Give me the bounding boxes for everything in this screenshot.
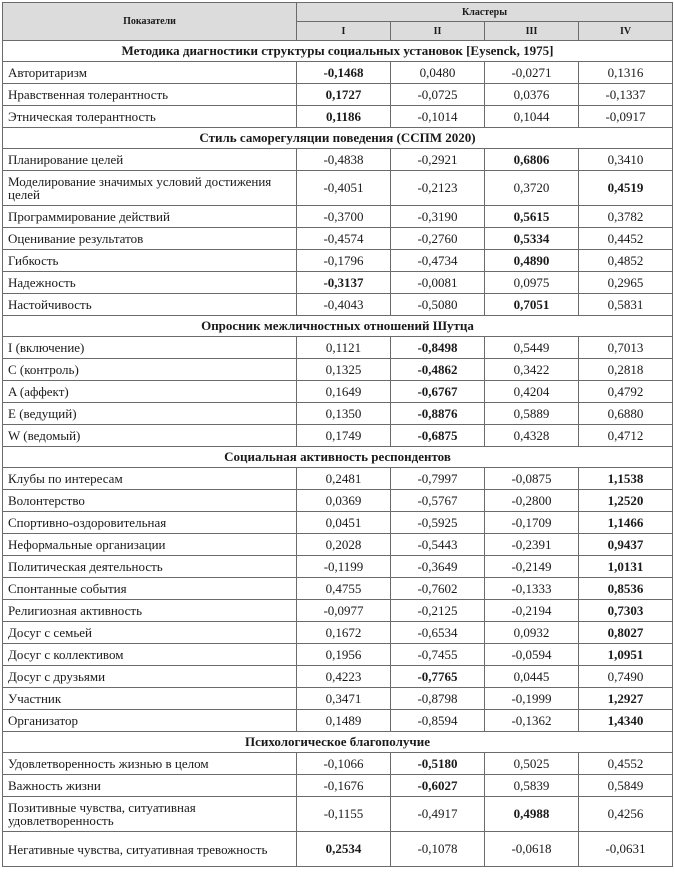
cluster-2-value: -0,4862 (391, 359, 485, 381)
cluster-2-value: -0,7602 (391, 578, 485, 600)
cluster-4-value: 0,8536 (579, 578, 673, 600)
cluster-3-value: -0,0271 (485, 62, 579, 84)
indicators-header: Показатели (3, 3, 297, 41)
cluster-3-value: 0,7051 (485, 294, 579, 316)
cluster-1-value: -0,3137 (297, 272, 391, 294)
table-body (3, 41, 673, 867)
page (2, 0, 672, 867)
indicator-name: Позитивные чувства, ситуативная удовлетворенность (3, 797, 297, 832)
table-row (3, 206, 673, 228)
cluster-1-value: 0,0369 (297, 490, 391, 512)
cluster-4-value: 0,7303 (579, 600, 673, 622)
table-row (3, 425, 673, 447)
indicator-name: Негативные чувства, ситуативная тревожность (3, 832, 297, 867)
table-row (3, 403, 673, 425)
cluster-2-value: -0,1014 (391, 106, 485, 128)
cluster-1-value: 0,1121 (297, 337, 391, 359)
cluster-4-value: 0,2818 (579, 359, 673, 381)
cluster-2-value: -0,2123 (391, 171, 485, 206)
cluster-4-value: 0,1316 (579, 62, 673, 84)
cluster-2-value: -0,8498 (391, 337, 485, 359)
cluster-2-value: -0,6767 (391, 381, 485, 403)
table-row (3, 468, 673, 490)
cluster-3-value: 0,5889 (485, 403, 579, 425)
cluster-1-value: 0,4223 (297, 666, 391, 688)
table-row (3, 644, 673, 666)
cluster-4-value: 0,6880 (579, 403, 673, 425)
section-title: Методика диагностики структуры социальных установок [Eysenck, 1975] (3, 41, 673, 62)
cluster-3-value: -0,1999 (485, 688, 579, 710)
cluster-4-value: 1,2927 (579, 688, 673, 710)
table-row (3, 512, 673, 534)
cluster-2-value: -0,5080 (391, 294, 485, 316)
cluster-2-value: -0,3190 (391, 206, 485, 228)
cluster-2-value: -0,5180 (391, 753, 485, 775)
section-header-row (3, 447, 673, 468)
table-row (3, 775, 673, 797)
cluster-1-value: -0,4838 (297, 149, 391, 171)
cluster-2-value: -0,8798 (391, 688, 485, 710)
section-title: Психологическое благополучие (3, 732, 673, 753)
indicator-name: Этническая толерантность (3, 106, 297, 128)
table-row (3, 666, 673, 688)
table-row (3, 149, 673, 171)
cluster-3-value: 0,0932 (485, 622, 579, 644)
cluster-4-value: 0,3410 (579, 149, 673, 171)
cluster-4-value: 0,9437 (579, 534, 673, 556)
cluster-2-value: -0,5767 (391, 490, 485, 512)
cluster-2-value: -0,4734 (391, 250, 485, 272)
cluster-3-value: -0,1709 (485, 512, 579, 534)
cluster-2-value: -0,7997 (391, 468, 485, 490)
section-header-row (3, 732, 673, 753)
table-row (3, 688, 673, 710)
cluster-4-value: 1,0131 (579, 556, 673, 578)
cluster-3-value: -0,0875 (485, 468, 579, 490)
cluster-header-3: III (485, 22, 579, 41)
table-row (3, 62, 673, 84)
cluster-3-value: 0,0975 (485, 272, 579, 294)
cluster-2-value: -0,4917 (391, 797, 485, 832)
cluster-4-value: 0,7490 (579, 666, 673, 688)
cluster-3-value: 0,4890 (485, 250, 579, 272)
indicator-name: Спонтанные события (3, 578, 297, 600)
cluster-2-value: -0,7765 (391, 666, 485, 688)
cluster-3-value: 0,0376 (485, 84, 579, 106)
indicator-name: W (ведомый) (3, 425, 297, 447)
indicator-name: Участник (3, 688, 297, 710)
cluster-4-value: 0,7013 (579, 337, 673, 359)
indicator-name: Авторитаризм (3, 62, 297, 84)
cluster-2-value: -0,2760 (391, 228, 485, 250)
table-row (3, 753, 673, 775)
cluster-4-value: 0,4712 (579, 425, 673, 447)
cluster-3-value: 0,5449 (485, 337, 579, 359)
cluster-4-value: 1,1538 (579, 468, 673, 490)
cluster-1-value: 0,0451 (297, 512, 391, 534)
cluster-4-value: -0,1337 (579, 84, 673, 106)
cluster-4-value: 0,5849 (579, 775, 673, 797)
cluster-3-value: 0,0445 (485, 666, 579, 688)
cluster-3-value: -0,2194 (485, 600, 579, 622)
cluster-2-value: -0,2921 (391, 149, 485, 171)
indicator-name: Организатор (3, 710, 297, 732)
cluster-1-value: -0,4051 (297, 171, 391, 206)
cluster-1-value: 0,4755 (297, 578, 391, 600)
cluster-3-value: 0,5025 (485, 753, 579, 775)
table-row (3, 490, 673, 512)
table-row (3, 171, 673, 206)
table-row (3, 622, 673, 644)
cluster-1-value: -0,4043 (297, 294, 391, 316)
cluster-3-value: -0,2800 (485, 490, 579, 512)
cluster-4-value: 1,4340 (579, 710, 673, 732)
cluster-1-value: -0,3700 (297, 206, 391, 228)
cluster-3-value: -0,1333 (485, 578, 579, 600)
cluster-3-value: 0,5839 (485, 775, 579, 797)
table-row (3, 359, 673, 381)
indicator-name: Религиозная активность (3, 600, 297, 622)
cluster-1-value: 0,2481 (297, 468, 391, 490)
cluster-2-value: -0,5925 (391, 512, 485, 534)
cluster-4-value: 1,0951 (579, 644, 673, 666)
cluster-header-2: II (391, 22, 485, 41)
cluster-1-value: 0,1325 (297, 359, 391, 381)
cluster-2-value: -0,8876 (391, 403, 485, 425)
cluster-4-value: 0,2965 (579, 272, 673, 294)
table-row (3, 600, 673, 622)
cluster-header-1: I (297, 22, 391, 41)
cluster-1-value: -0,0977 (297, 600, 391, 622)
cluster-3-value: 0,3720 (485, 171, 579, 206)
indicator-name: Программирование действий (3, 206, 297, 228)
table-header (3, 3, 673, 41)
cluster-1-value: 0,1649 (297, 381, 391, 403)
cluster-3-value: -0,0594 (485, 644, 579, 666)
cluster-2-value: -0,0725 (391, 84, 485, 106)
cluster-2-value: -0,7455 (391, 644, 485, 666)
cluster-3-value: -0,2149 (485, 556, 579, 578)
cluster-3-value: 0,4204 (485, 381, 579, 403)
cluster-4-value: 0,4452 (579, 228, 673, 250)
cluster-2-value: -0,1078 (391, 832, 485, 867)
table-row (3, 294, 673, 316)
cluster-1-value: -0,1676 (297, 775, 391, 797)
section-header-row (3, 41, 673, 62)
indicator-name: E (ведущий) (3, 403, 297, 425)
cluster-1-value: 0,3471 (297, 688, 391, 710)
cluster-table (2, 2, 673, 867)
cluster-1-value: 0,2534 (297, 832, 391, 867)
section-title: Социальная активность респондентов (3, 447, 673, 468)
indicator-name: Клубы по интересам (3, 468, 297, 490)
cluster-1-value: -0,1796 (297, 250, 391, 272)
cluster-1-value: 0,1672 (297, 622, 391, 644)
cluster-3-value: 0,5615 (485, 206, 579, 228)
indicator-name: Моделирование значимых условий достижения целей (3, 171, 297, 206)
cluster-2-value: -0,6027 (391, 775, 485, 797)
section-title: Опросник межличностных отношений Шутца (3, 316, 673, 337)
cluster-2-value: -0,0081 (391, 272, 485, 294)
cluster-1-value: 0,1489 (297, 710, 391, 732)
cluster-4-value: -0,0631 (579, 832, 673, 867)
indicator-name: Гибкость (3, 250, 297, 272)
indicator-name: C (контроль) (3, 359, 297, 381)
cluster-1-value: -0,1199 (297, 556, 391, 578)
cluster-3-value: -0,0618 (485, 832, 579, 867)
indicator-name: Досуг с коллективом (3, 644, 297, 666)
cluster-2-value: -0,6534 (391, 622, 485, 644)
cluster-2-value: -0,5443 (391, 534, 485, 556)
cluster-3-value: -0,2391 (485, 534, 579, 556)
table-row (3, 797, 673, 832)
cluster-3-value: 0,4988 (485, 797, 579, 832)
cluster-4-value: 0,4552 (579, 753, 673, 775)
indicator-name: Досуг с друзьями (3, 666, 297, 688)
section-header-row (3, 316, 673, 337)
indicator-name: Досуг с семьей (3, 622, 297, 644)
cluster-2-value: -0,2125 (391, 600, 485, 622)
indicator-name: Надежность (3, 272, 297, 294)
cluster-2-value: -0,3649 (391, 556, 485, 578)
cluster-1-value: 0,1956 (297, 644, 391, 666)
cluster-3-value: 0,3422 (485, 359, 579, 381)
indicator-name: Удовлетворенность жизнью в целом (3, 753, 297, 775)
cluster-4-value: 0,8027 (579, 622, 673, 644)
indicator-name: Политическая деятельность (3, 556, 297, 578)
table-row (3, 832, 673, 867)
cluster-1-value: 0,1727 (297, 84, 391, 106)
table-row (3, 250, 673, 272)
cluster-3-value: 0,6806 (485, 149, 579, 171)
indicator-name: I (включение) (3, 337, 297, 359)
table-row (3, 272, 673, 294)
cluster-4-value: 0,4519 (579, 171, 673, 206)
indicator-name: Волонтерство (3, 490, 297, 512)
cluster-2-value: -0,8594 (391, 710, 485, 732)
table-row (3, 578, 673, 600)
indicator-name: Нравственная толерантность (3, 84, 297, 106)
indicator-name: Планирование целей (3, 149, 297, 171)
cluster-1-value: -0,1468 (297, 62, 391, 84)
cluster-1-value: 0,1350 (297, 403, 391, 425)
cluster-4-value: 0,4852 (579, 250, 673, 272)
cluster-3-value: -0,1362 (485, 710, 579, 732)
indicator-name: Неформальные организации (3, 534, 297, 556)
table-row (3, 534, 673, 556)
section-header-row (3, 128, 673, 149)
cluster-1-value: 0,1186 (297, 106, 391, 128)
cluster-1-value: 0,2028 (297, 534, 391, 556)
cluster-1-value: -0,4574 (297, 228, 391, 250)
indicator-name: A (аффект) (3, 381, 297, 403)
cluster-3-value: 0,1044 (485, 106, 579, 128)
table-row (3, 106, 673, 128)
cluster-2-value: -0,6875 (391, 425, 485, 447)
table-row (3, 710, 673, 732)
cluster-4-value: 0,5831 (579, 294, 673, 316)
cluster-4-value: 0,4256 (579, 797, 673, 832)
clusters-header: Кластеры (297, 3, 673, 22)
cluster-3-value: 0,4328 (485, 425, 579, 447)
table-row (3, 84, 673, 106)
cluster-3-value: 0,5334 (485, 228, 579, 250)
table-row (3, 381, 673, 403)
cluster-1-value: 0,1749 (297, 425, 391, 447)
indicator-name: Важность жизни (3, 775, 297, 797)
cluster-4-value: 1,1466 (579, 512, 673, 534)
indicator-name: Настойчивость (3, 294, 297, 316)
table-row (3, 556, 673, 578)
indicator-name: Оценивание результатов (3, 228, 297, 250)
table-row (3, 337, 673, 359)
cluster-4-value: 1,2520 (579, 490, 673, 512)
cluster-4-value: 0,4792 (579, 381, 673, 403)
section-title: Стиль саморегуляции поведения (ССПМ 2020) (3, 128, 673, 149)
cluster-1-value: -0,1066 (297, 753, 391, 775)
cluster-2-value: 0,0480 (391, 62, 485, 84)
indicator-name: Спортивно-оздоровительная (3, 512, 297, 534)
cluster-header-4: IV (579, 22, 673, 41)
cluster-4-value: -0,0917 (579, 106, 673, 128)
cluster-1-value: -0,1155 (297, 797, 391, 832)
table-row (3, 228, 673, 250)
cluster-4-value: 0,3782 (579, 206, 673, 228)
